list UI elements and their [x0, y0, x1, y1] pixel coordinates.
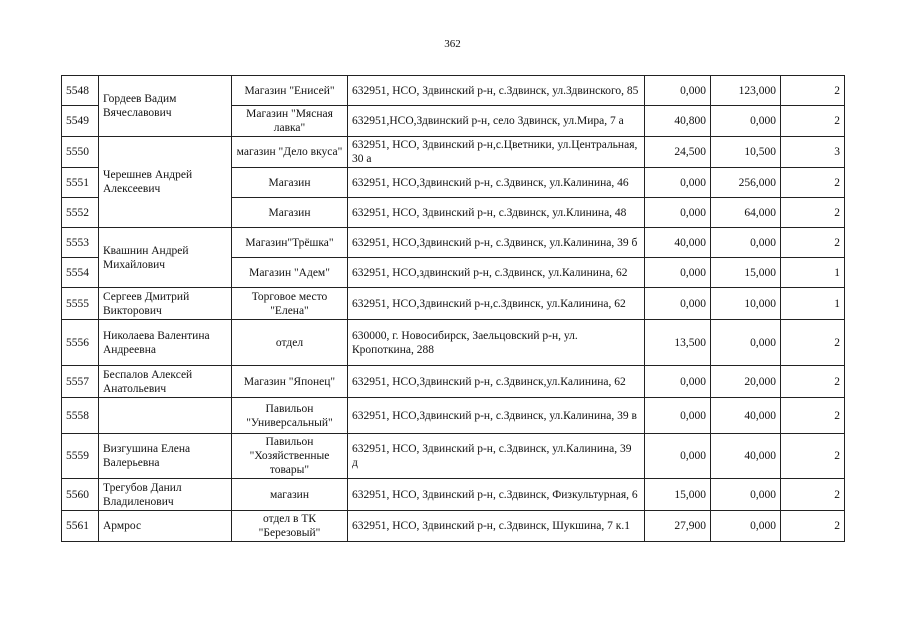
- table-row: [62, 320, 845, 366]
- address: 632951,НСО,Здвинский р-н, село Здвинск, ул.Мира, 7 а: [348, 106, 645, 137]
- owner-name: Беспалов Алексей Анатольевич: [99, 366, 232, 398]
- value-1: 0,000: [645, 398, 711, 434]
- owner-name: Гордеев Вадим Вячеславович: [99, 76, 232, 137]
- row-number: 5558: [62, 398, 99, 434]
- value-2: 40,000: [711, 398, 781, 434]
- value-1: 40,000: [645, 228, 711, 258]
- object-name: Магазин "Енисей": [232, 76, 348, 106]
- page-number: 362: [444, 38, 461, 50]
- value-1: 0,000: [645, 366, 711, 398]
- value-1: 0,000: [645, 168, 711, 198]
- table-row: [62, 366, 845, 398]
- value-2: 0,000: [711, 479, 781, 511]
- row-number: 5561: [62, 511, 99, 542]
- object-name: Магазин "Адем": [232, 258, 348, 288]
- value-3: 2: [781, 320, 845, 366]
- row-number: 5549: [62, 106, 99, 137]
- owner-name: Армрос: [99, 511, 232, 542]
- object-name: отдел: [232, 320, 348, 366]
- address: 632951, НСО,Здвинский р-н, с.Здвинск, ул.Калинина, 39 в: [348, 398, 645, 434]
- table-row: [62, 288, 845, 320]
- address: 632951, НСО,Здвинский р-н, с.Здвинск,ул.Калинина, 62: [348, 366, 645, 398]
- value-2: 123,000: [711, 76, 781, 106]
- table-row: [62, 76, 845, 106]
- value-3: 2: [781, 168, 845, 198]
- value-1: 27,900: [645, 511, 711, 542]
- value-3: 2: [781, 198, 845, 228]
- row-number: 5551: [62, 168, 99, 198]
- value-2: 0,000: [711, 228, 781, 258]
- object-name: Магазин: [232, 168, 348, 198]
- row-number: 5560: [62, 479, 99, 511]
- object-name: Торговое место "Елена": [232, 288, 348, 320]
- value-2: 0,000: [711, 511, 781, 542]
- owner-name: Сергеев Дмитрий Викторович: [99, 288, 232, 320]
- owner-name: Черешнев Андрей Алексеевич: [99, 137, 232, 228]
- value-3: 2: [781, 366, 845, 398]
- object-name: Павильон "Универсальный": [232, 398, 348, 434]
- value-1: 0,000: [645, 434, 711, 479]
- value-3: 1: [781, 258, 845, 288]
- address: 632951, НСО, Здвинский р-н, с.Здвинск, ул.Клинина, 48: [348, 198, 645, 228]
- value-2: 10,000: [711, 288, 781, 320]
- object-name: магазин "Дело вкуса": [232, 137, 348, 168]
- table-row: [62, 479, 845, 511]
- address: 632951, НСО, Здвинский р-н,с.Цветники, ул.Центральная, 30 а: [348, 137, 645, 168]
- table-row: [62, 434, 845, 479]
- value-1: 0,000: [645, 76, 711, 106]
- value-2: 40,000: [711, 434, 781, 479]
- owner-name: [99, 398, 232, 434]
- value-1: 15,000: [645, 479, 711, 511]
- value-2: 10,500: [711, 137, 781, 168]
- address: 632951, НСО, Здвинский р-н, с.Здвинск, Физкультурная, 6: [348, 479, 645, 511]
- value-2: 15,000: [711, 258, 781, 288]
- address: 632951, НСО, Здвинский р-н, с.Здвинск, Шукшина, 7 к.1: [348, 511, 645, 542]
- owner-name: Квашнин Андрей Михайлович: [99, 228, 232, 288]
- row-number: 5552: [62, 198, 99, 228]
- value-3: 2: [781, 228, 845, 258]
- value-3: 3: [781, 137, 845, 168]
- value-1: 0,000: [645, 288, 711, 320]
- value-3: 2: [781, 511, 845, 542]
- owner-name: Николаева Валентина Андреевна: [99, 320, 232, 366]
- value-3: 2: [781, 434, 845, 479]
- value-3: 1: [781, 288, 845, 320]
- value-1: 40,800: [645, 106, 711, 137]
- row-number: 5550: [62, 137, 99, 168]
- row-number: 5557: [62, 366, 99, 398]
- value-3: 2: [781, 76, 845, 106]
- table-row: [62, 398, 845, 434]
- address: 632951, НСО,Здвинский р-н, с.Здвинск, ул.Калинина, 39 б: [348, 228, 645, 258]
- object-name: отдел в ТК "Березовый": [232, 511, 348, 542]
- row-number: 5556: [62, 320, 99, 366]
- row-number: 5553: [62, 228, 99, 258]
- address: 632951, НСО, Здвинский р-н, с.Здвинск, ул.Калинина, 39 д: [348, 434, 645, 479]
- object-name: Магазин"Трёшка": [232, 228, 348, 258]
- row-number: 5554: [62, 258, 99, 288]
- object-name: магазин: [232, 479, 348, 511]
- value-3: 2: [781, 479, 845, 511]
- value-3: 2: [781, 398, 845, 434]
- owner-name: Трегубов Данил Владиленович: [99, 479, 232, 511]
- address: 632951, НСО, Здвинский р-н, с.Здвинск, ул.Здвинского, 85: [348, 76, 645, 106]
- address: 630000, г. Новосибирск, Заельцовский р-н, ул. Кропоткина, 288: [348, 320, 645, 366]
- address: 632951, НСО,Здвинский р-н,с.Здвинск, ул.Калинина, 62: [348, 288, 645, 320]
- row-number: 5559: [62, 434, 99, 479]
- row-number: 5548: [62, 76, 99, 106]
- value-1: 24,500: [645, 137, 711, 168]
- object-name: Магазин "Мясная лавка": [232, 106, 348, 137]
- row-number: 5555: [62, 288, 99, 320]
- object-name: Павильон "Хозяйственные товары": [232, 434, 348, 479]
- address: 632951, НСО,Здвинский р-н, с.Здвинск, ул.Калинина, 46: [348, 168, 645, 198]
- value-1: 0,000: [645, 198, 711, 228]
- object-name: Магазин "Японец": [232, 366, 348, 398]
- value-1: 13,500: [645, 320, 711, 366]
- value-2: 0,000: [711, 106, 781, 137]
- table-row: [62, 137, 845, 168]
- register-table: [61, 75, 845, 542]
- value-2: 0,000: [711, 320, 781, 366]
- value-3: 2: [781, 106, 845, 137]
- object-name: Магазин: [232, 198, 348, 228]
- owner-name: Визгушина Елена Валерьевна: [99, 434, 232, 479]
- value-2: 20,000: [711, 366, 781, 398]
- table-row: [62, 511, 845, 542]
- table-row: [62, 228, 845, 258]
- value-1: 0,000: [645, 258, 711, 288]
- value-2: 64,000: [711, 198, 781, 228]
- value-2: 256,000: [711, 168, 781, 198]
- address: 632951, НСО,здвинский р-н, с.Здвинск, ул.Калинина, 62: [348, 258, 645, 288]
